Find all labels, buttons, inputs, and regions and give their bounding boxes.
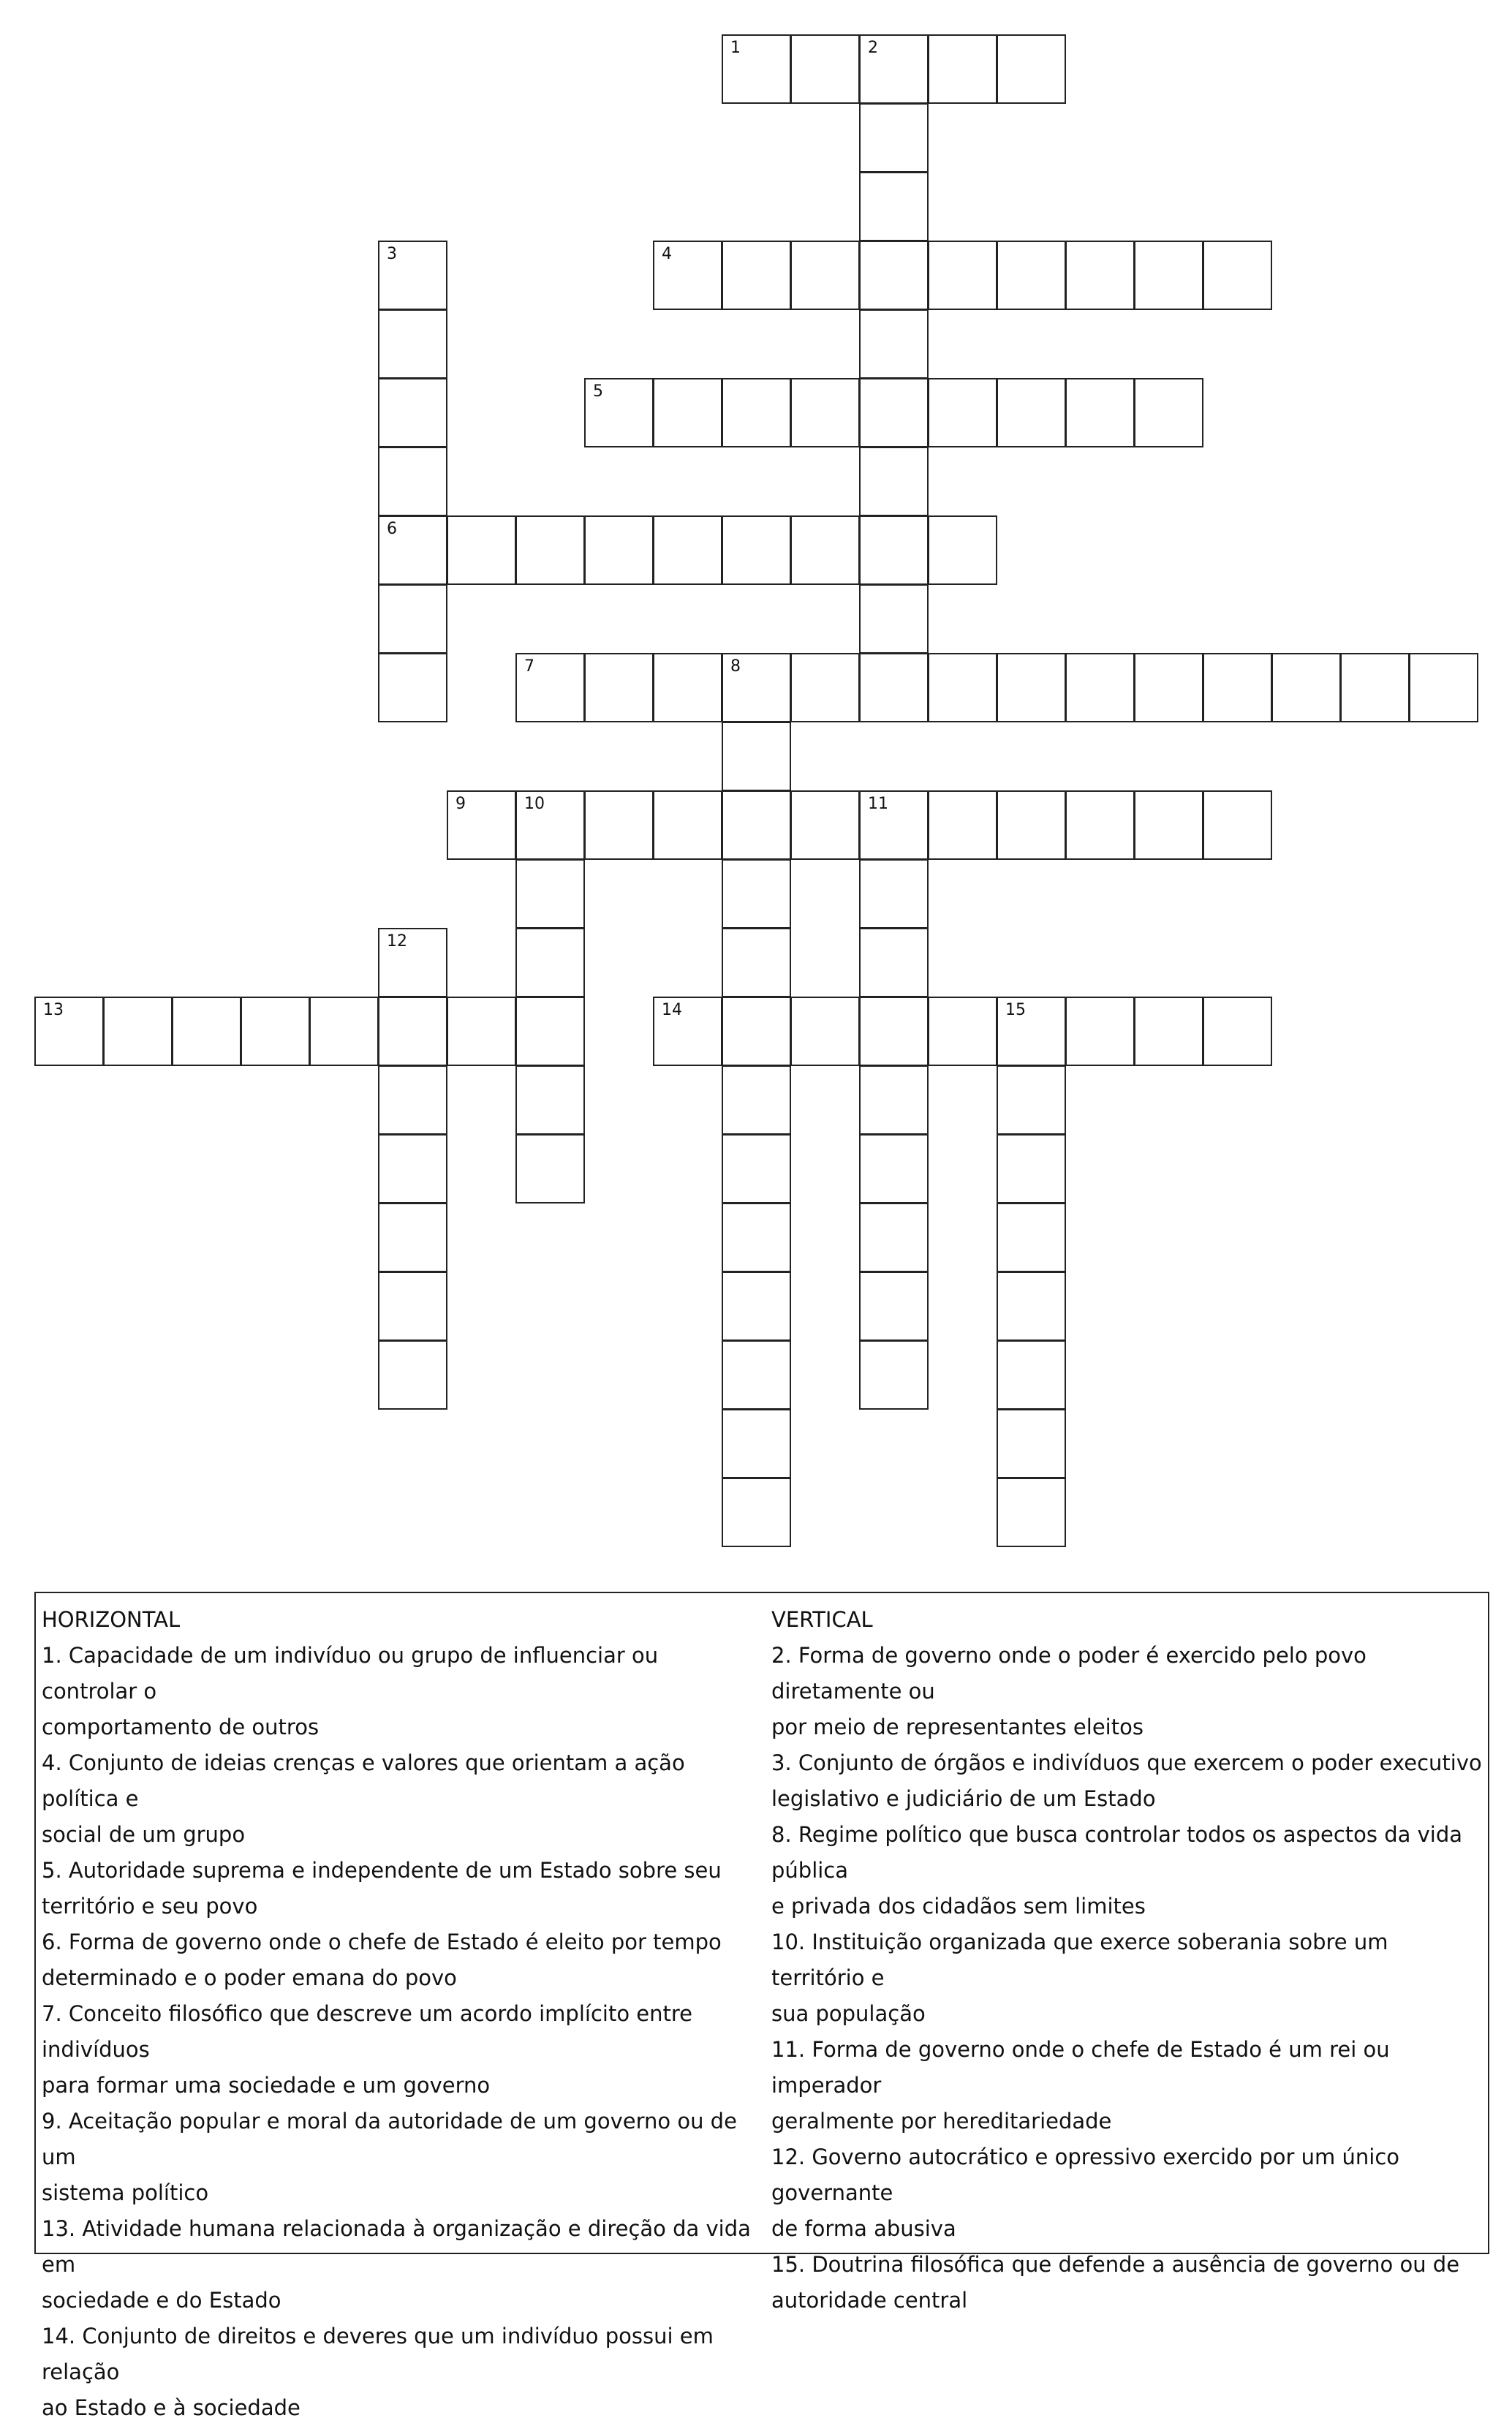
crossword-cell[interactable] xyxy=(584,790,654,860)
crossword-cell[interactable] xyxy=(1065,653,1135,722)
crossword-cell[interactable] xyxy=(1409,653,1478,722)
crossword-cell[interactable] xyxy=(515,653,585,722)
horizontal-clue-line: 6. Forma de governo onde o chefe de Estado é eleito por tempo xyxy=(42,1930,722,1954)
crossword-cell[interactable] xyxy=(722,1340,791,1410)
crossword-cell[interactable] xyxy=(790,653,860,722)
crossword-cell[interactable] xyxy=(790,997,860,1066)
vertical-clue-line: e privada dos cidadãos sem limites xyxy=(771,1894,1146,1919)
crossword-cell[interactable] xyxy=(928,241,997,310)
crossword-cell[interactable] xyxy=(653,653,722,722)
crossword-cell[interactable] xyxy=(859,1134,929,1203)
horizontal-clue-line: social de um grupo xyxy=(42,1822,246,1847)
crossword-cell[interactable] xyxy=(722,1478,791,1547)
crossword-cell[interactable] xyxy=(378,1134,447,1203)
crossword-cell[interactable] xyxy=(859,1271,929,1341)
crossword-cell[interactable] xyxy=(997,1271,1066,1341)
crossword-cell[interactable] xyxy=(859,515,929,585)
clues-box xyxy=(34,1592,1489,2420)
horizontal-clue-line: 4. Conjunto de ideias crenças e valores que orientam a ação política e xyxy=(42,1750,685,1811)
clue-number: 5 xyxy=(593,382,603,401)
clue-number: 7 xyxy=(524,657,534,676)
vertical-clue-line: 2. Forma de governo onde o poder é exercido pelo povo diretamente ou xyxy=(771,1643,1367,1704)
crossword-cell[interactable] xyxy=(447,997,516,1066)
crossword-cell[interactable] xyxy=(997,997,1066,1066)
crossword-cell[interactable] xyxy=(378,584,447,654)
crossword-cell[interactable] xyxy=(722,1203,791,1272)
crossword-cell[interactable] xyxy=(859,309,929,379)
horizontal-clue-line: 7. Conceito filosófico que descreve um acordo implícito entre indivíduos xyxy=(42,2001,692,2062)
crossword-cell[interactable] xyxy=(722,1409,791,1478)
crossword-cell[interactable] xyxy=(1203,997,1272,1066)
vertical-clue-line: geralmente por hereditariedade xyxy=(771,2109,1112,2134)
horizontal-clue-list xyxy=(42,1638,755,2426)
crossword-cell[interactable] xyxy=(1065,997,1135,1066)
crossword-cell[interactable] xyxy=(997,1203,1066,1272)
crossword-cell[interactable] xyxy=(928,653,997,722)
horizontal-clue-line: determinado e o poder emana do povo xyxy=(42,1965,457,1990)
crossword-cell[interactable] xyxy=(859,653,929,722)
crossword-cell[interactable] xyxy=(447,515,516,585)
crossword-cell[interactable] xyxy=(378,1271,447,1341)
horizontal-clue-line: território e seu povo xyxy=(42,1894,258,1919)
crossword-cell[interactable] xyxy=(378,515,447,585)
crossword-cell[interactable] xyxy=(722,653,791,722)
clue-number: 6 xyxy=(387,520,397,538)
vertical-clue-list xyxy=(771,1638,1484,2319)
horizontal-clues xyxy=(42,1602,755,2426)
crossword-cell[interactable] xyxy=(859,378,929,447)
clue-number: 4 xyxy=(662,245,672,263)
crossword-cell[interactable] xyxy=(859,1203,929,1272)
crossword-cell[interactable] xyxy=(722,722,791,791)
crossword-cell[interactable] xyxy=(997,1409,1066,1478)
horizontal-title: HORIZONTAL xyxy=(42,1607,181,1632)
vertical-clue-line: 10. Instituição organizada que exerce soberania sobre um território e xyxy=(771,1930,1388,1990)
crossword-cell[interactable] xyxy=(722,859,791,929)
crossword-cell[interactable] xyxy=(241,997,310,1066)
clue-number: 10 xyxy=(524,795,545,813)
vertical-clue-line: 8. Regime político que busca controlar todos os aspectos da vida pública xyxy=(771,1822,1463,1883)
crossword-cell[interactable] xyxy=(378,241,447,310)
crossword-cell[interactable] xyxy=(1203,241,1272,310)
crossword-cell[interactable] xyxy=(34,997,104,1066)
crossword-cell[interactable] xyxy=(859,172,929,241)
crossword-cell[interactable] xyxy=(928,378,997,447)
crossword-cell[interactable] xyxy=(722,1065,791,1135)
horizontal-clue-line: 9. Aceitação popular e moral da autoridade de um governo ou de um xyxy=(42,2109,737,2169)
crossword-cell[interactable] xyxy=(722,790,791,860)
crossword-cell[interactable] xyxy=(378,928,447,997)
vertical-clue-line: 11. Forma de governo onde o chefe de Estado é um rei ou imperador xyxy=(771,2037,1390,2098)
horizontal-clue-line: sociedade e do Estado xyxy=(42,2288,281,2313)
crossword-cell[interactable] xyxy=(653,790,722,860)
horizontal-clue-line: 5. Autoridade suprema e independente de um Estado sobre seu xyxy=(42,1858,722,1883)
crossword-cell[interactable] xyxy=(378,309,447,379)
crossword-cell[interactable] xyxy=(790,378,860,447)
crossword-cell[interactable] xyxy=(859,997,929,1066)
crossword-cell[interactable] xyxy=(653,515,722,585)
vertical-clue-line: 3. Conjunto de órgãos e indivíduos que exercem o poder executivo xyxy=(771,1750,1482,1775)
crossword-cell[interactable] xyxy=(790,241,860,310)
crossword-cell[interactable] xyxy=(584,653,654,722)
crossword-cell[interactable] xyxy=(378,997,447,1066)
crossword-cell[interactable] xyxy=(859,447,929,516)
crossword-cell[interactable] xyxy=(378,1065,447,1135)
crossword-cell[interactable] xyxy=(378,378,447,447)
crossword-cell[interactable] xyxy=(722,515,791,585)
crossword-cell[interactable] xyxy=(997,653,1066,722)
crossword-cell[interactable] xyxy=(515,1134,585,1203)
crossword-cell[interactable] xyxy=(515,1065,585,1135)
crossword-cell[interactable] xyxy=(515,928,585,997)
crossword-cell[interactable] xyxy=(1134,241,1203,310)
clue-number: 15 xyxy=(1005,1001,1026,1019)
vertical-clue-line: de forma abusiva xyxy=(771,2216,956,2241)
crossword-cell[interactable] xyxy=(859,790,929,860)
crossword-cell[interactable] xyxy=(790,34,860,104)
crossword-cell[interactable] xyxy=(859,1065,929,1135)
vertical-clue-line: sua população xyxy=(771,2001,926,2026)
crossword-cell[interactable] xyxy=(1203,653,1272,722)
horizontal-clue-line: sistema político xyxy=(42,2180,209,2205)
horizontal-clue-line: 13. Atividade humana relacionada à organização e direção da vida em xyxy=(42,2216,751,2277)
vertical-clue-line: 15. Doutrina filosófica que defende a ausência de governo ou de xyxy=(771,2252,1460,2277)
crossword-cell[interactable] xyxy=(859,928,929,997)
clue-number: 1 xyxy=(730,39,741,57)
crossword-cell[interactable] xyxy=(1134,378,1203,447)
crossword-cell[interactable] xyxy=(1065,378,1135,447)
crossword-cell[interactable] xyxy=(584,515,654,585)
horizontal-clue-line: 1. Capacidade de um indivíduo ou grupo de influenciar ou controlar o xyxy=(42,1643,659,1704)
crossword-cell[interactable] xyxy=(447,790,516,860)
crossword-cell[interactable] xyxy=(997,34,1066,104)
clue-number: 13 xyxy=(43,1001,64,1019)
crossword-cell[interactable] xyxy=(1134,653,1203,722)
crossword-cell[interactable] xyxy=(997,1478,1066,1547)
crossword-cell[interactable] xyxy=(653,241,722,310)
crossword-cell[interactable] xyxy=(1271,653,1341,722)
crossword-cell[interactable] xyxy=(997,1134,1066,1203)
crossword-cell[interactable] xyxy=(103,997,173,1066)
crossword-cell[interactable] xyxy=(859,34,929,104)
crossword-cell[interactable] xyxy=(722,378,791,447)
horizontal-clue-line: ao Estado e à sociedade xyxy=(42,2395,300,2420)
horizontal-clue-line: 14. Conjunto de direitos e deveres que um indivíduo possui em relação xyxy=(42,2324,714,2384)
crossword-cell[interactable] xyxy=(378,447,447,516)
crossword-cell[interactable] xyxy=(790,790,860,860)
vertical-clue-line: autoridade central xyxy=(771,2288,968,2313)
crossword-cell[interactable] xyxy=(1134,997,1203,1066)
crossword-cell[interactable] xyxy=(859,241,929,310)
clue-number: 2 xyxy=(868,39,878,57)
crossword-cell[interactable] xyxy=(1065,241,1135,310)
clue-number: 9 xyxy=(456,795,466,813)
horizontal-clue-line: comportamento de outros xyxy=(42,1715,320,1739)
crossword-cell[interactable] xyxy=(515,859,585,929)
crossword-cell[interactable] xyxy=(653,378,722,447)
crossword-cell[interactable] xyxy=(1065,790,1135,860)
crossword-cell[interactable] xyxy=(928,790,997,860)
crossword-cell[interactable] xyxy=(859,859,929,929)
crossword-cell[interactable] xyxy=(722,928,791,997)
crossword-cell[interactable] xyxy=(172,997,241,1066)
crossword-cell[interactable] xyxy=(378,653,447,722)
crossword-cell[interactable] xyxy=(997,1340,1066,1410)
crossword-cell[interactable] xyxy=(997,378,1066,447)
crossword-cell[interactable] xyxy=(928,997,997,1066)
clue-number: 12 xyxy=(387,932,407,951)
clue-number: 8 xyxy=(730,657,741,676)
crossword-cell[interactable] xyxy=(859,1340,929,1410)
clue-number: 11 xyxy=(868,795,888,813)
clue-number: 3 xyxy=(387,245,397,263)
crossword-cell[interactable] xyxy=(722,1134,791,1203)
crossword-cell[interactable] xyxy=(928,515,997,585)
crossword-cell[interactable] xyxy=(722,1271,791,1341)
crossword-cell[interactable] xyxy=(997,1065,1066,1135)
crossword-cell[interactable] xyxy=(515,790,585,860)
crossword-cell[interactable] xyxy=(722,34,791,104)
crossword-cell[interactable] xyxy=(1134,790,1203,860)
crossword-cell[interactable] xyxy=(859,103,929,173)
crossword-cell[interactable] xyxy=(653,997,722,1066)
crossword-cell[interactable] xyxy=(790,515,860,585)
crossword-cell[interactable] xyxy=(1203,790,1272,860)
horizontal-clue-line: para formar uma sociedade e um governo xyxy=(42,2073,491,2098)
crossword-cell[interactable] xyxy=(859,584,929,654)
crossword-cell[interactable] xyxy=(722,241,791,310)
crossword-cell[interactable] xyxy=(584,378,654,447)
clue-number: 14 xyxy=(662,1001,682,1019)
crossword-cell[interactable] xyxy=(378,1203,447,1272)
crossword-cell[interactable] xyxy=(309,997,379,1066)
crossword-cell[interactable] xyxy=(997,241,1066,310)
vertical-clue-line: por meio de representantes eleitos xyxy=(771,1715,1144,1739)
crossword-cell[interactable] xyxy=(1340,653,1410,722)
crossword-cell[interactable] xyxy=(515,997,585,1066)
vertical-clue-line: legislativo e judiciário de um Estado xyxy=(771,1786,1156,1811)
crossword-cell[interactable] xyxy=(928,34,997,104)
crossword-cell[interactable] xyxy=(997,790,1066,860)
crossword-cell[interactable] xyxy=(722,997,791,1066)
vertical-clue-line: 12. Governo autocrático e opressivo exercido por um único governante xyxy=(771,2145,1400,2205)
crossword-cell[interactable] xyxy=(378,1340,447,1410)
vertical-title: VERTICAL xyxy=(771,1607,873,1632)
crossword-cell[interactable] xyxy=(515,515,585,585)
vertical-clues xyxy=(771,1602,1484,2319)
